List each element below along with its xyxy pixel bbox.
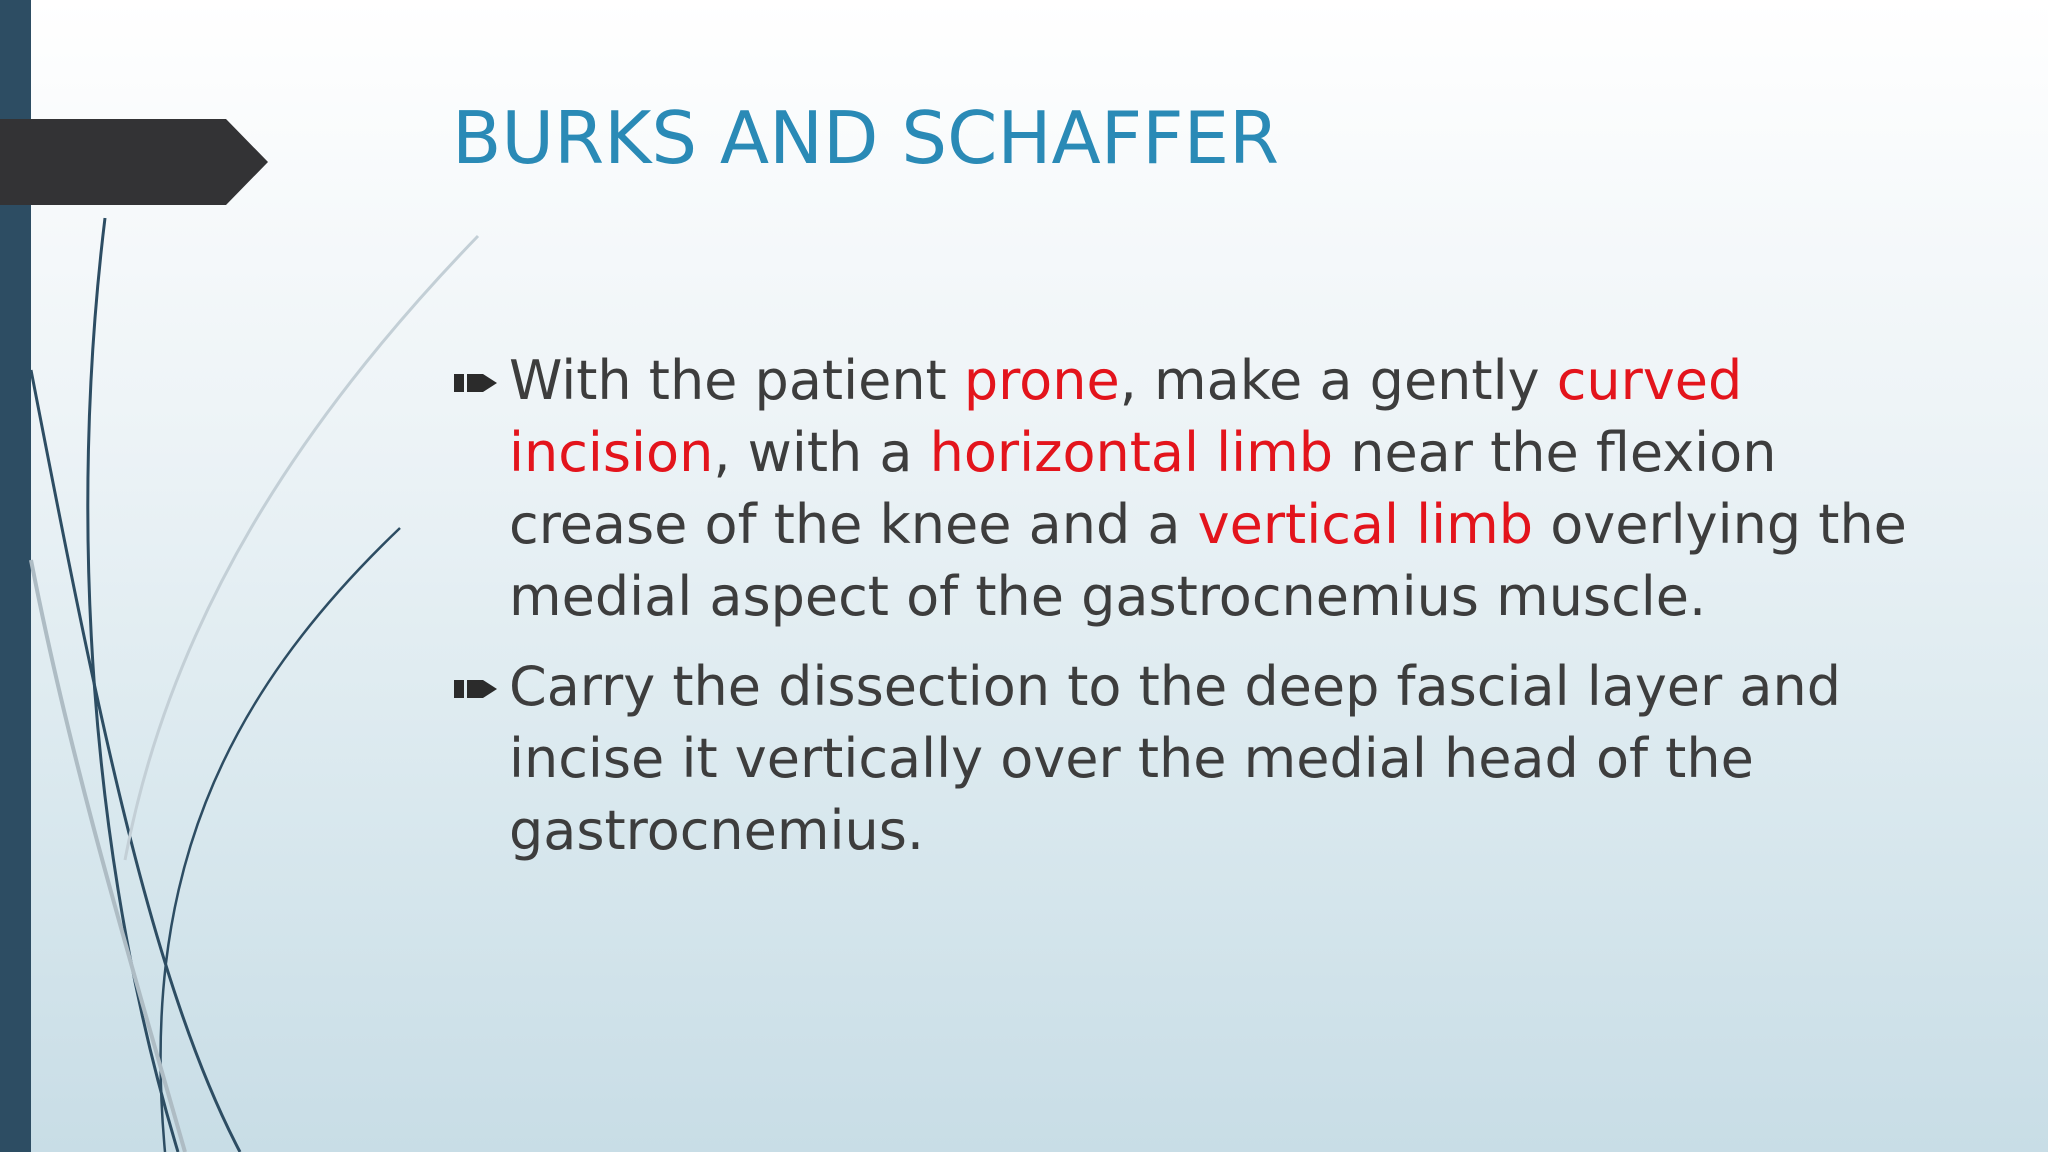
bullet-list [452, 345, 1952, 885]
arrow-bullet-icon [454, 372, 498, 394]
bullet-text: Carry the dissection to the deep fascial layer and incise it vertically over the medial head of the gastrocnemius. [509, 655, 1841, 862]
slide-title: BURKS AND SCHAFFER [452, 96, 1280, 180]
bullet-text: With the patient prone, make a gently curved incision, with a horizontal limb near the flexion crease of the knee and a vertical limb overlying the medial aspect of the gastrocnemius muscle. [509, 349, 1907, 628]
arrow-bullet-icon [454, 678, 498, 700]
title-tab-shape [0, 119, 270, 205]
bullet-item [452, 345, 1952, 633]
bullet-item [452, 651, 1952, 867]
